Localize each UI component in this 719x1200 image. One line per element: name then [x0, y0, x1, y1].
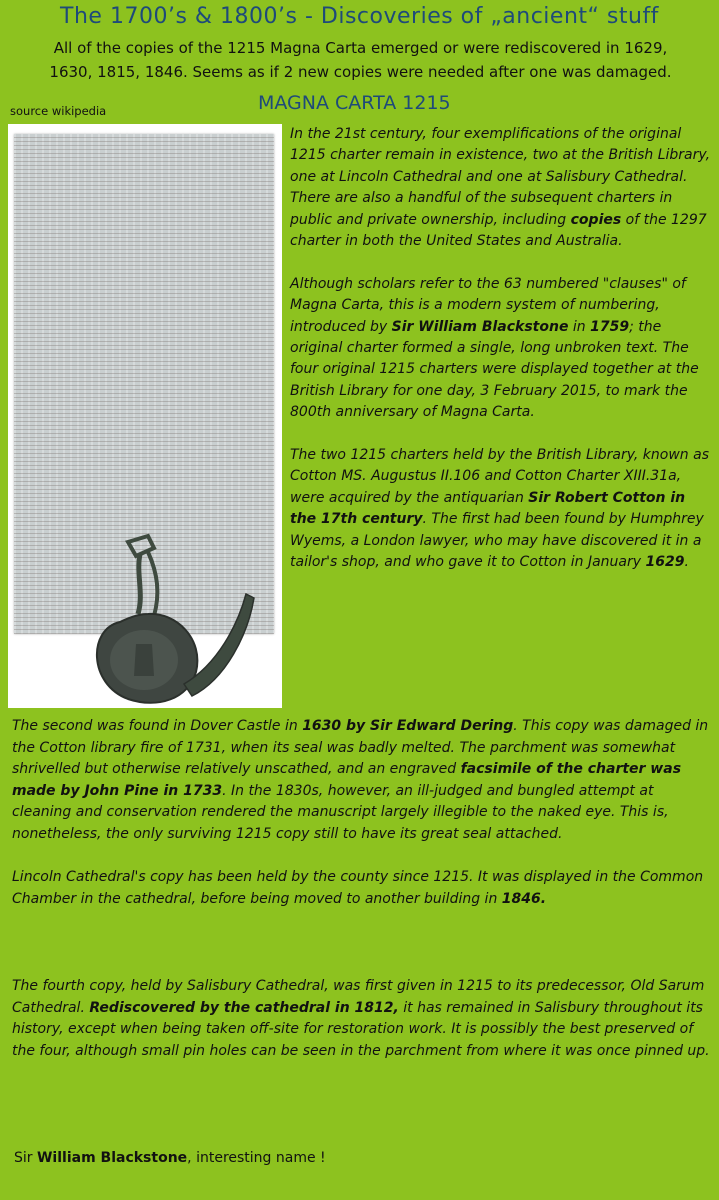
- paragraph-4: The second was found in Dover Castle in 1630 by Sir Edward Dering. This copy was damaged in the Cotton library fire of 1731, when its seal was badly melted. The parchment was somewhat shrivelled but otherwise relatively unscathed, and an engraved facsimile of the charter was made by John Pine in 1733. In the 1830s, however, an ill-judged and bungled attempt at cleaning and conservation rendered the manuscript largely illegible to the naked eye. This is, nonetheless, the only surviving 1215 copy still to have its great seal attached.: [12, 718, 709, 842]
- magna-carta-image: [8, 124, 282, 708]
- page-title: The 1700’s & 1800’s - Discoveries of „ancient“ stuff: [60, 4, 659, 29]
- intro-line-2: 1630, 1815, 1846. Seems as if 2 new copies were needed after one was damaged.: [49, 63, 672, 81]
- intro-line-1: All of the copies of the 1215 Magna Carta emerged or were rediscovered in 1629,: [53, 39, 668, 57]
- section-subtitle: MAGNA CARTA 1215: [258, 92, 451, 114]
- right-column-text: [290, 124, 712, 595]
- paragraph-3: The two 1215 charters held by the British Library, known as Cotton MS. Augustus II.106 and Cotton Charter XIII.31a, were acquired by the antiquarian Sir Robert Cotton in the 17th century. The first had been found by Humphrey Wyems, a London lawyer, who may have discovered it in a tailor's shop, and who gave it to Cotton in January 1629.: [290, 447, 709, 571]
- source-label: source wikipedia: [10, 104, 107, 118]
- seal-image: [8, 124, 282, 708]
- paragraph-1: In the 21st century, four exemplifications of the original 1215 charter remain in existence, two at the British Library, one at Lincoln Cathedral and one at Salisbury Cathedral. There are also a handful of the subsequent charters in public and private ownership, including copies of the 1297 charter in both the United States and Australia.: [290, 126, 711, 250]
- footer-note: Sir William Blackstone, interesting name !: [14, 1150, 326, 1166]
- paragraph-2: Although scholars refer to the 63 numbered "clauses" of Magna Carta, this is a modern system of numbering, introduced by Sir William Blackstone in 1759; the original charter formed a single, long unbroken text. The four original 1215 charters were displayed together at the British Library for one day, 3 February 2015, to mark the 800th anniversary of Magna Carta.: [290, 275, 699, 421]
- full-width-text-2: [12, 976, 712, 1062]
- paragraph-6: The fourth copy, held by Salisbury Cathedral, was first given in 1215 to its predecessor, Old Sarum Cathedral. Rediscovered by the cathedral in 1812, it has remained in Salisbury throughout its history, except when being taken off-site for restoration work. It is possibly the best preserved of the four, although small pin holes can be seen in the parchment from where it was once pinned up.: [12, 978, 710, 1059]
- paragraph-5: Lincoln Cathedral's copy has been held by the county since 1215. It was displayed in the Common Chamber in the cathedral, before being moved to another building in 1846.: [12, 869, 704, 907]
- full-width-text: [12, 716, 712, 910]
- intro-text: [8, 36, 713, 84]
